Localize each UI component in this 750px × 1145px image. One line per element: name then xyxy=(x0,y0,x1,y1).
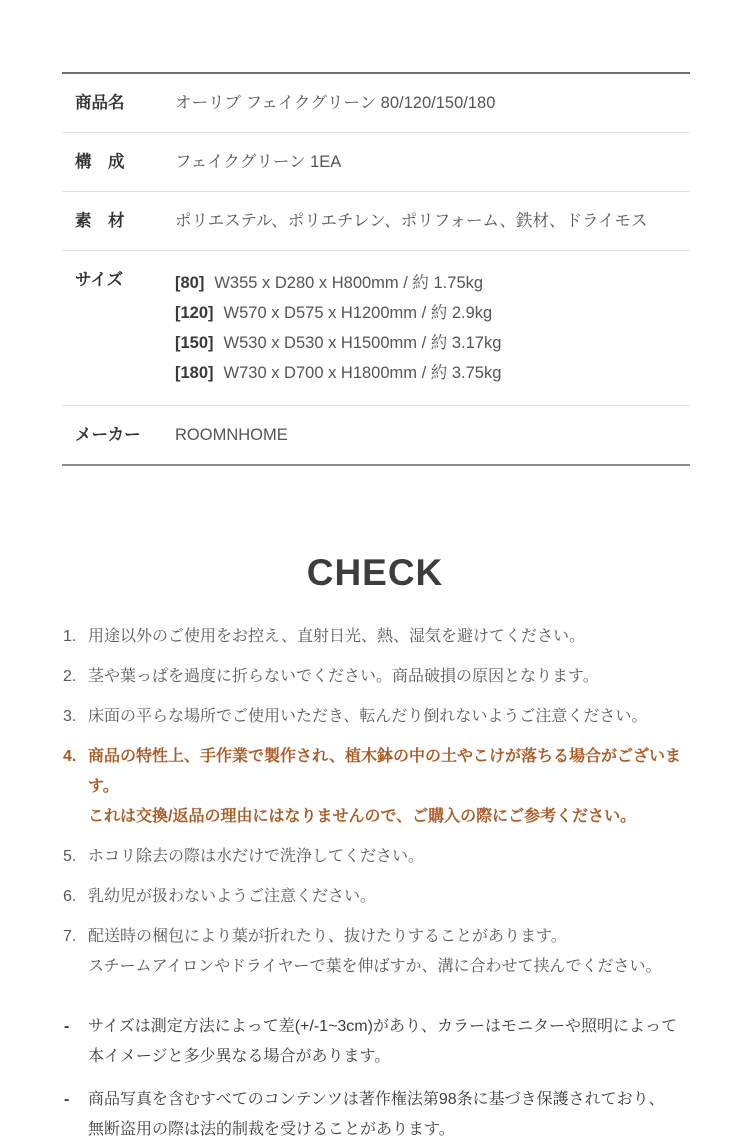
item-number: 2. xyxy=(63,668,77,685)
size-line-120 xyxy=(175,298,501,328)
note-copyright xyxy=(64,1085,698,1145)
item-text: 茎や葉っぱを過度に折らないでください。商品破損の原因となります。 xyxy=(88,668,599,685)
spec-row-size xyxy=(62,250,690,405)
product-spec-table xyxy=(62,72,690,466)
item-number: 3. xyxy=(63,708,77,725)
check-item-4-highlighted xyxy=(63,742,698,832)
size-value: W730 x D700 x H1800mm / 約 3.75kg xyxy=(223,364,502,382)
dash-bullet: - xyxy=(64,1091,70,1108)
spec-row-composition xyxy=(62,132,690,191)
spec-value: ポリエステル、ポリエチレン、ポリフォーム、鉄材、ドライモス xyxy=(175,212,648,230)
check-item-7 xyxy=(63,922,698,982)
size-line-180 xyxy=(175,358,501,388)
size-value: W355 x D280 x H800mm / 約 1.75kg xyxy=(214,274,484,292)
spec-value: ROOMNHOME xyxy=(175,426,288,444)
check-item-2 xyxy=(63,662,698,692)
spec-row-product-name xyxy=(62,74,690,132)
note-text xyxy=(88,1012,677,1072)
item-number: 7. xyxy=(63,928,77,945)
check-item-3 xyxy=(63,702,698,732)
item-text: 乳幼児が扱わないようご注意ください。 xyxy=(88,888,377,905)
note-text-line: 無断盗用の際は法的制裁を受けることがあります。 xyxy=(88,1121,455,1138)
item-text-line: スチームアイロンやドライヤーで葉を伸ばすか、溝に合わせて挟んでください。 xyxy=(88,958,662,975)
item-text: 用途以外のご使用をお控え、直射日光、熱、湿気を避けてください。 xyxy=(88,628,585,645)
product-spec-page xyxy=(0,72,750,1144)
spec-row-maker xyxy=(62,405,690,464)
check-notice-list xyxy=(63,622,698,982)
item-number: 6. xyxy=(63,888,77,905)
size-line-150 xyxy=(175,328,501,358)
spec-label: メーカー xyxy=(75,426,141,444)
spec-label: 構 成 xyxy=(75,153,125,171)
check-item-5 xyxy=(63,842,698,872)
spec-value: オーリブ フェイクグリーン 80/120/150/180 xyxy=(175,94,496,112)
note-text-line: 商品写真を含むすべてのコンテンツは著作権法第98条に基づき保護されており、 xyxy=(88,1091,665,1108)
note-size-tolerance xyxy=(64,1012,698,1072)
disclaimer-notes xyxy=(64,1012,698,1145)
size-tag: [80] xyxy=(175,274,205,292)
size-line-80 xyxy=(175,268,501,298)
item-text-line: これは交換/返品の理由にはなりませんので、ご購入の際にご参考ください。 xyxy=(88,808,637,825)
size-value: W570 x D575 x H1200mm / 約 2.9kg xyxy=(223,304,493,322)
item-text xyxy=(88,742,698,832)
note-text xyxy=(88,1085,665,1145)
size-lines xyxy=(175,268,501,388)
item-text: ホコリ除去の際は水だけで洗浄してください。 xyxy=(88,848,425,865)
spec-label: サイズ xyxy=(75,271,124,289)
note-text-line: 本イメージと多少異なる場合があります。 xyxy=(88,1048,391,1065)
check-section-title: CHECK xyxy=(306,552,444,593)
item-text: 床面の平らな場所でご使用いただき、転んだり倒れないようご注意ください。 xyxy=(88,708,648,725)
check-item-1 xyxy=(63,622,698,652)
item-number: 1. xyxy=(63,628,77,645)
size-value: W530 x D530 x H1500mm / 約 3.17kg xyxy=(223,334,502,352)
item-number: 4. xyxy=(63,748,77,765)
spec-label: 素 材 xyxy=(75,212,125,230)
item-text-line: 配送時の梱包により葉が折れたり、抜けたりすることがあります。 xyxy=(88,928,567,945)
item-number: 5. xyxy=(63,848,77,865)
size-tag: [180] xyxy=(175,364,214,382)
dash-bullet: - xyxy=(64,1018,70,1035)
size-tag: [150] xyxy=(175,334,214,352)
spec-row-material xyxy=(62,191,690,250)
note-text-line: サイズは測定方法によって差(+/-1~3cm)があり、カラーはモニターや照明によって xyxy=(88,1018,677,1035)
spec-value: フェイクグリーン 1EA xyxy=(175,153,342,171)
size-tag: [120] xyxy=(175,304,214,322)
spec-label: 商品名 xyxy=(75,94,125,112)
check-item-6 xyxy=(63,882,698,912)
item-text xyxy=(88,922,661,982)
item-text-line: 商品の特性上、手作業で製作され、植木鉢の中の土やこけが落ちる場合がございます。 xyxy=(88,748,681,795)
